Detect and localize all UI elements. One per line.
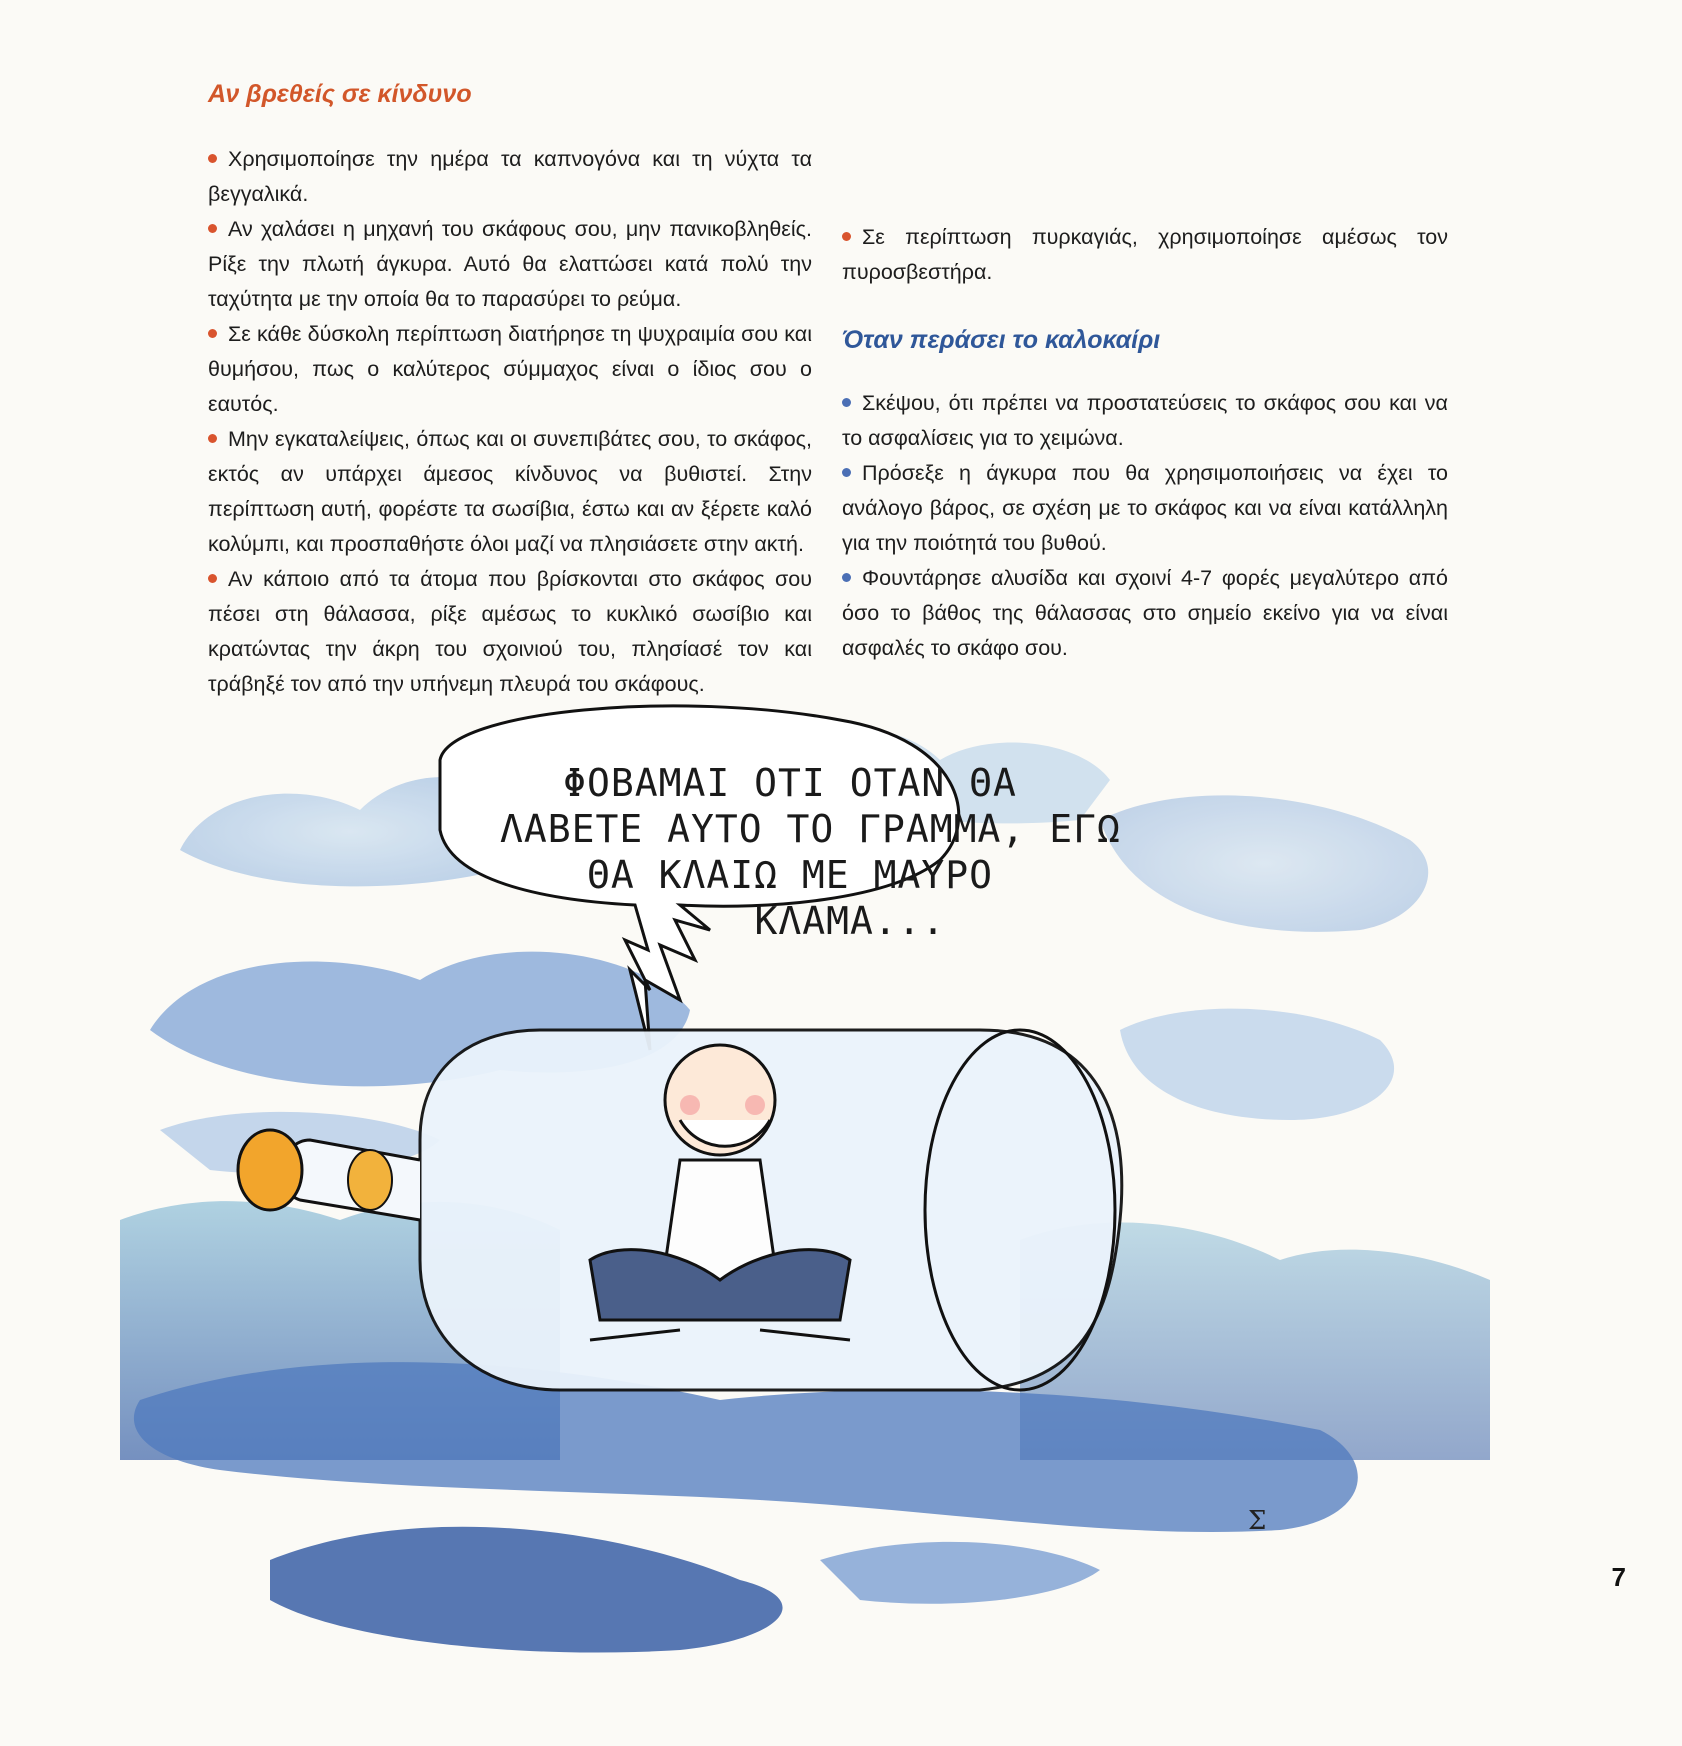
right-column: [842, 80, 1448, 666]
bullet-icon: [842, 398, 851, 407]
bullet-icon: [208, 224, 217, 233]
list-item: Σκέψου, ότι πρέπει να προστατεύσεις το σκάφος σου και να το ασφαλίσεις για το χειμώνα.: [842, 391, 1448, 450]
bullet-icon: [208, 154, 217, 163]
bullet-icon: [842, 468, 851, 477]
list-item: Αν κάποιο από τα άτομα που βρίσκονται στο σκάφος σου πέσει στη θάλασσα, ρίξε αμέσως το κυκλικό σωσίβιο και κρατώντας την άκρη του σχοινιού του, πλησίασέ τον και τράβηξέ τον από την υπήνεμη πλευρά του σκάφους.: [208, 567, 812, 696]
continued-text-space: [842, 80, 1448, 220]
bullet-icon: [208, 329, 217, 338]
bullet-icon: [842, 232, 851, 241]
list-item: Σε περίπτωση πυρκαγιάς, χρησιμοποίησε αμέσως τον πυροσβεστήρα.: [842, 225, 1448, 284]
section-heading-danger: Αν βρεθείς σε κίνδυνο: [208, 80, 472, 108]
list-item: Μην εγκαταλείψεις, όπως και οι συνεπιβάτες σου, το σκάφος, εκτός αν υπάρχει άμεσος κίνδυνος να βυθιστεί. Στην περίπτωση αυτή, φορέστε τα σωσίβια, έστω και αν ξέρετε καλό κολύμπι, και προσπαθήστε όλοι μαζί να πλησιάσετε στην ακτή.: [208, 427, 812, 556]
bullet-icon: [208, 434, 217, 443]
page-number: 7: [1611, 1562, 1626, 1592]
speech-bubble-text: ΦΟΒΑΜΑΙ ΟΤΙ ΟΤΑΝ ΘΑ ΛΑΒΕΤΕ ΑΥΤΟ ΤΟ ΓΡΑΜΜΑ, ΕΓΩ ΘΑ ΚΛΑΙΩ ΜΕ ΜΑΥΡΟ ΚΛΑΜΑ...: [500, 761, 1121, 943]
bullet-icon: [842, 573, 851, 582]
left-column: [208, 74, 812, 702]
artist-signature: Σ: [1248, 1506, 1267, 1536]
list-item: Φουντάρησε αλυσίδα και σχοινί 4-7 φορές μεγαλύτερο από όσο το βάθος της θάλασσας στο σημείο εκείνο για να είναι ασφαλές το σκάφο σου.: [842, 566, 1448, 660]
list-item: Αν χαλάσει η μηχανή του σκάφους σου, μην πανικοβληθείς. Ρίξε την πλωτή άγκυρα. Αυτό θα ελαττώσει κατά πολύ την ταχύτητα με την οποία θα το παρασύρει το ρεύμα.: [208, 217, 812, 311]
bullet-icon: [208, 574, 217, 583]
list-item: Χρησιμοποίησε την ημέρα τα καπνογόνα και τη νύχτα τα βεγγαλικά.: [208, 147, 812, 206]
list-item: Πρόσεξε η άγκυρα που θα χρησιμοποιήσεις να έχει το ανάλογο βάρος, σε σχέση με το σκάφος και να είναι κατάλληλη για την ποιότητά του βυθού.: [842, 461, 1448, 555]
list-item: Σε κάθε δύσκολη περίπτωση διατήρησε τη ψυχραιμία σου και θυμήσου, πως ο καλύτερος σύμμαχος είναι ο ίδιος σου ο εαυτός.: [208, 322, 812, 416]
section-heading-summer: Όταν περάσει το καλοκαίρι: [842, 326, 1161, 354]
